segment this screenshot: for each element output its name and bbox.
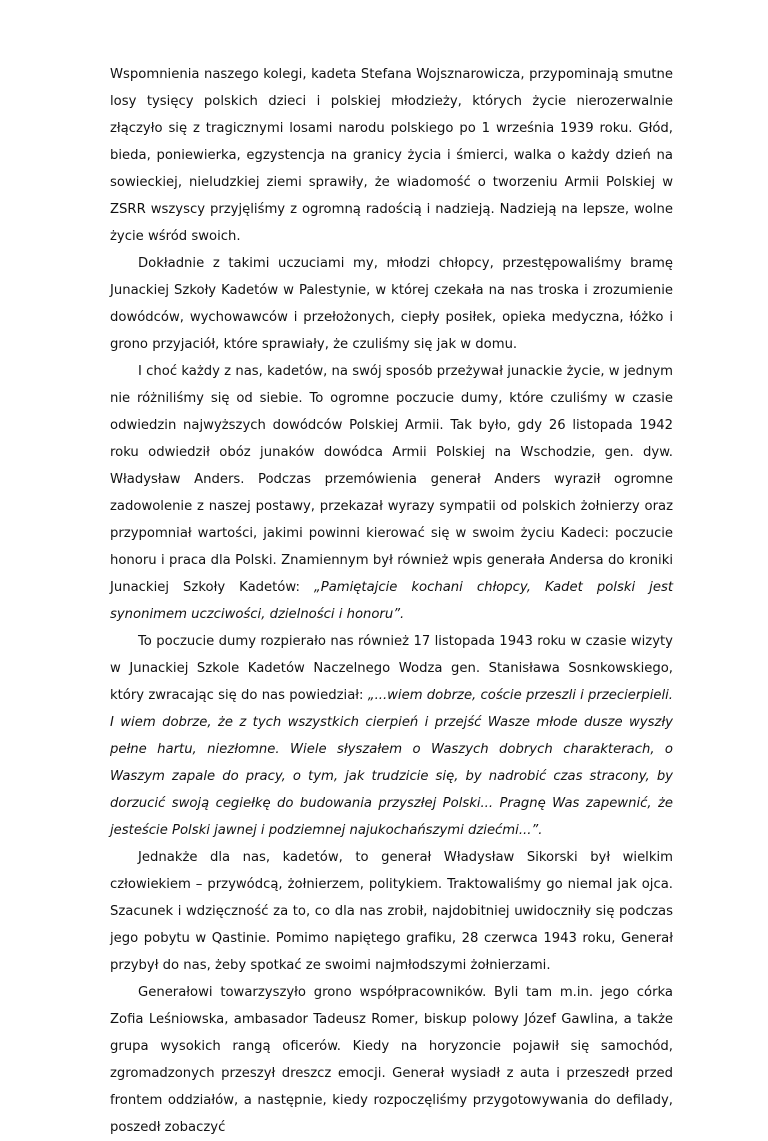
paragraph-4-text: To poczucie dumy rozpierało nas również 17 listopada 1943 roku w czasie wizyty w Junackiej Szkole Kadetów Naczelnego Wodza gen. Stanisława Sosnkowskiego, który zwracając się do nas powiedział: [110, 634, 673, 703]
anders-quote: „Pamiętajcie kochani chłopcy, Kadet polski jest synonimem uczciwości, dzielności i honoru”. [110, 580, 673, 622]
paragraph-3-text: I choć każdy z nas, kadetów, na swój sposób przeżywał junackie życie, w jednym nie różniliśmy się od siebie. To ogromne poczucie dumy, które czuliśmy w czasie odwiedzin najwyższych dowódców Polskiej Armii. Tak było, gdy 26 listopada 1942 roku odwiedził obóz junaków dowódca Armii Polskiej na Wschodzie, gen. dyw. Władysław Anders. Podczas przemówienia generał Anders wyraził ogromne zadowolenie z naszej postawy, przekazał wyrazy sympatii od polskich żołnierzy oraz przypomniał wartości, jakimi powinni kierować się w swoim życiu Kadeci: poczucie honoru i praca dla Polski. Znamiennym był również wpis generała Andersa do kroniki Junackiej Szkoły Kadetów: [110, 364, 673, 595]
paragraph-2 [110, 250, 673, 358]
paragraph-4 [110, 628, 673, 844]
paragraph-5 [110, 844, 673, 979]
paragraph-2-text: Dokładnie z takimi uczuciami my, młodzi chłopcy, przestępowaliśmy bramę Junackiej Szkoły Kadetów w Palestynie, w której czekała na nas troska i zrozumienie dowódców, wychowawców i przełożonych, ciepły posiłek, opieka medyczna, łóżko i grono przyjaciół, które sprawiały, że czuliśmy się jak w domu. [110, 256, 673, 352]
document-page [110, 61, 673, 1141]
paragraph-3 [110, 358, 673, 628]
paragraph-1-text: Wspomnienia naszego kolegi, kadeta Stefana Wojsznarowicza, przypominają smutne losy tysięcy polskich dzieci i polskiej młodzieży, których życie nierozerwalnie złączyło się z tragicznymi losami narodu polskiego po 1 września 1939 roku. Głód, bieda, poniewierka, egzystencja na granicy życia i śmierci, walka o każdy dzień na sowieckiej, nieludzkiej ziemi sprawiły, że wiadomość o tworzeniu Armii Polskiej w ZSRR wszyscy przyjęliśmy z ogromną radością i nadzieją. Nadzieją na lepsze, wolne życie wśród swoich. [110, 67, 673, 244]
paragraph-5-text: Jednakże dla nas, kadetów, to generał Władysław Sikorski był wielkim człowiekiem – przywódcą, żołnierzem, politykiem. Traktowaliśmy go niemal jak ojca. Szacunek i wdzięczność za to, co dla nas zrobił, najdobitniej uwidoczniły się podczas jego pobytu w Qastinie. Pomimo napiętego grafiku, 28 czerwca 1943 roku, Generał przybył do nas, żeby spotkać ze swoimi najmłodszymi żołnierzami. [110, 850, 673, 973]
paragraph-6 [110, 979, 673, 1141]
paragraph-1 [110, 61, 673, 250]
sosnkowski-quote: „...wiem dobrze, coście przeszli i przecierpieli. I wiem dobrze, że z tych wszystkich cierpień i przejść Wasze młode dusze wyszły pełne hartu, niezłomne. Wiele słyszałem o Waszych dobrych charakterach, o Waszym zapale do pracy, o tym, jak trudzicie się, by nadrobić czas stracony, by dorzucić swoją cegiełkę do budowania przyszłej Polski... Pragnę Was zapewnić, że jesteście Polski jawnej i podziemnej najukochańszymi dziećmi...”. [110, 688, 673, 838]
paragraph-6-text: Generałowi towarzyszyło grono współpracowników. Byli tam m.in. jego córka Zofia Leśniowska, ambasador Tadeusz Romer, biskup polowy Józef Gawlina, a także grupa wysokich rangą oficerów. Kiedy na horyzoncie pojawił się samochód, zgromadzonych przeszył dreszcz emocji. Generał wysiadł z auta i przeszedł przed frontem oddziałów, a następnie, kiedy rozpoczęliśmy przygotowywania do defilady, poszedł zobaczyć [110, 985, 673, 1135]
